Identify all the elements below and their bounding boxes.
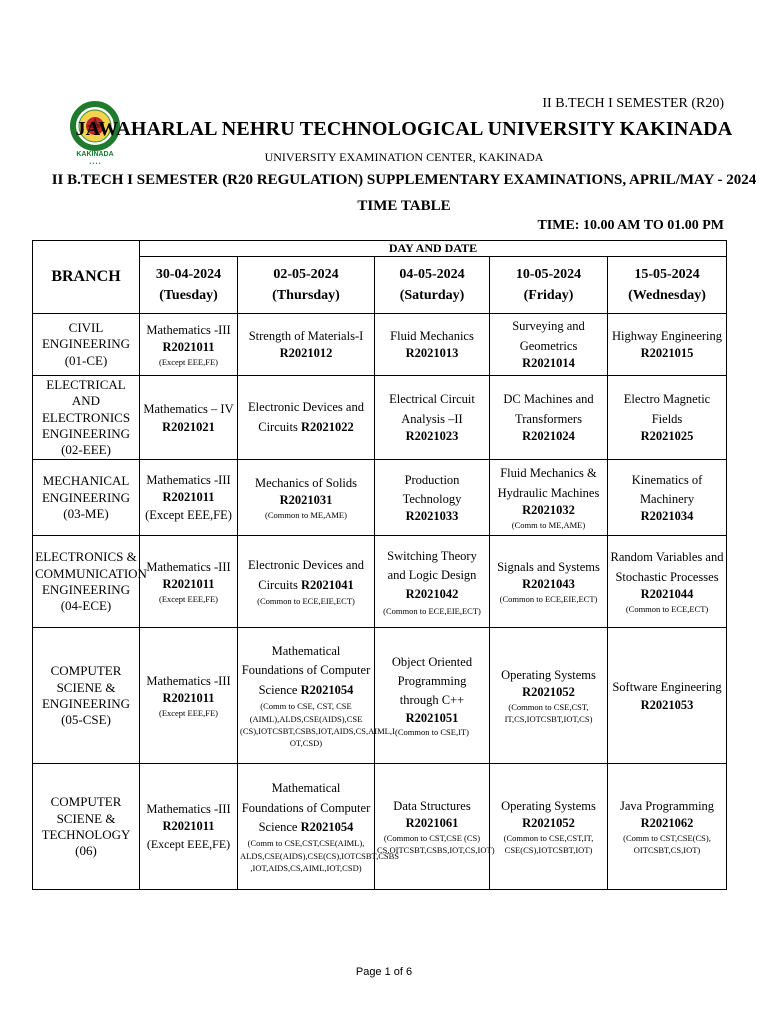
exam-cell: Production Technology R2021033 xyxy=(375,460,490,536)
date-header: 30-04-2024 (Tuesday) xyxy=(140,257,238,314)
exam-cell: Surveying and Geometrics R2021014 xyxy=(490,314,608,376)
exam-cell: Strength of Materials-I R2021012 xyxy=(238,314,375,376)
table-row xyxy=(33,628,727,764)
exam-cell: Mathematics -III R2021011 (Except EEE,FE) xyxy=(140,536,238,628)
exam-cell: Fluid Mechanics & Hydraulic Machines R2021032 (Comm to ME,AME) xyxy=(490,460,608,536)
exam-cell: Signals and Systems R2021043 (Common to ECE,EIE,ECT) xyxy=(490,536,608,628)
time-table-title: TIME TABLE xyxy=(357,198,451,214)
branch-header: BRANCH xyxy=(33,241,140,314)
date-header: 04-05-2024 (Saturday) xyxy=(375,257,490,314)
date-header: 15-05-2024 (Wednesday) xyxy=(608,257,727,314)
timetable xyxy=(32,240,727,890)
exam-cell: DC Machines and Transformers R2021024 xyxy=(490,376,608,460)
table-row xyxy=(33,764,727,890)
semester-label: II B.TECH I SEMESTER (R20) xyxy=(542,96,724,111)
svg-text:KAKINADA: KAKINADA xyxy=(76,151,114,158)
page-number: Page 1 of 6 xyxy=(355,966,413,978)
exam-cell: Kinematics of Machinery R2021034 xyxy=(608,460,727,536)
exam-cell: Switching Theory and Logic Design R2021042 (Common to ECE,EIE,ECT) xyxy=(375,536,490,628)
date-header: 02-05-2024 (Thursday) xyxy=(238,257,375,314)
exam-cell: Electro Magnetic Fields R2021025 xyxy=(608,376,727,460)
svg-text:• • • •: • • • • xyxy=(89,161,101,167)
exam-time: TIME: 10.00 AM TO 01.00 PM xyxy=(537,218,724,233)
university-name: JAWAHARLAL NEHRU TECHNOLOGICAL UNIVERSITY KAKINADA xyxy=(75,118,733,140)
exam-cell: Mathematical Foundations of Computer Science R2021054 (Comm to CSE, CST, CSE (AIML),ALDS,CSE(AIDS),CSE (CS),IOTCSBT,CSBS,IOT,AIDS,CS,AIML,I OT,CSD) xyxy=(238,628,375,764)
exam-cell: Mathematics -III R2021011 (Except EEE,FE) xyxy=(140,628,238,764)
exam-title: II B.TECH I SEMESTER (R20 REGULATION) SUPPLEMENTARY EXAMINATIONS, APRIL/MAY - 2024 xyxy=(51,172,757,188)
exam-cell: Data Structures R2021061 (Common to CST,CSE (CS) CS,OITCSBT,CSBS,IOT,CS,IOT) xyxy=(375,764,490,890)
exam-cell: Fluid Mechanics R2021013 xyxy=(375,314,490,376)
branch-cell: COMPUTER SCIENE & ENGINEERING (05-CSE) xyxy=(33,628,140,764)
table-row xyxy=(33,536,727,628)
exam-cell: Operating Systems R2021052 (Common to CSE,CST,IT, CSE(CS),IOTCSBT,IOT) xyxy=(490,764,608,890)
table-row xyxy=(33,460,727,536)
exam-cell: Java Programming R2021062 (Comm to CST,CSE(CS), OITCSBT,CS,IOT) xyxy=(608,764,727,890)
exam-cell: Mechanics of Solids R2021031 (Common to ME,AME) xyxy=(238,460,375,536)
exam-cell: Random Variables and Stochastic Processes R2021044 (Common to ECE,ECT) xyxy=(608,536,727,628)
exam-cell: Mathematics -III R2021011 (Except EEE,FE) xyxy=(140,314,238,376)
exam-cell: Electronic Devices and Circuits R2021041 (Common to ECE,EIE,ECT) xyxy=(238,536,375,628)
exam-cell: Electronic Devices and Circuits R2021022 xyxy=(238,376,375,460)
table-row xyxy=(33,376,727,460)
day-date-header: DAY AND DATE xyxy=(140,241,727,257)
exam-cell: Electrical Circuit Analysis –II R2021023 xyxy=(375,376,490,460)
branch-cell: CIVIL ENGINEERING (01-CE) xyxy=(33,314,140,376)
branch-cell: COMPUTER SCIENE & TECHNOLOGY (06) xyxy=(33,764,140,890)
table-row xyxy=(33,314,727,376)
exam-cell: Highway Engineering R2021015 xyxy=(608,314,727,376)
branch-cell: ELECTRONICS & COMMUNICATION ENGINEERING (04-ECE) xyxy=(33,536,140,628)
exam-cell: Operating Systems R2021052 (Common to CSE,CST, IT,CS,IOTCSBT,IOT,CS) xyxy=(490,628,608,764)
branch-cell: MECHANICAL ENGINEERING (03-ME) xyxy=(33,460,140,536)
exam-cell: Mathematical Foundations of Computer Science R2021054 (Comm to CSE,CST,CSE(AIML), ALDS,CSE(AIDS),CSE(CS),IOTCSBT,CSBS ,IOT,AIDS,CS,AIML,IOT,CSD) xyxy=(238,764,375,890)
exam-cell: Software Engineering R2021053 xyxy=(608,628,727,764)
exam-center: UNIVERSITY EXAMINATION CENTER, KAKINADA xyxy=(264,150,544,164)
exam-cell: Mathematics – IV R2021021 xyxy=(140,376,238,460)
exam-cell: Mathematics -III R2021011 (Except EEE,FE) xyxy=(140,460,238,536)
date-header: 10-05-2024 (Friday) xyxy=(490,257,608,314)
branch-cell: ELECTRICAL AND ELECTRONICS ENGINEERING (02-EEE) xyxy=(33,376,140,460)
exam-cell: Mathematics -III R2021011 (Except EEE,FE) xyxy=(140,764,238,890)
exam-cell: Object Oriented Programming through C++ R2021051 (Common to CSE,IT) xyxy=(375,628,490,764)
